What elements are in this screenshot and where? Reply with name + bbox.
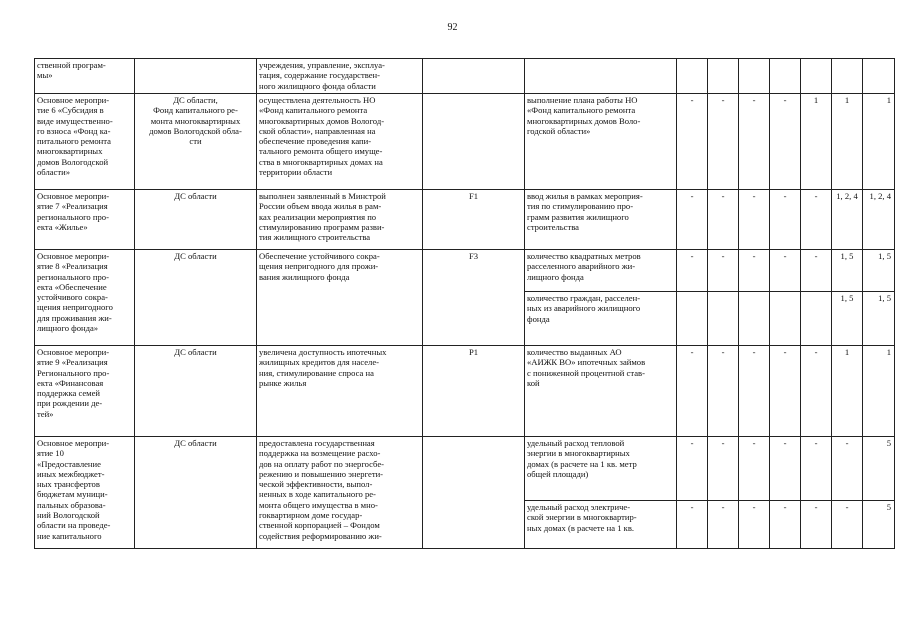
year-value-cell: 1, 5 xyxy=(863,292,895,346)
year-value-cell xyxy=(863,59,895,94)
year-value-cell: - xyxy=(770,437,801,501)
event-cell: Основное меропри- ятие 9 «Реализация Регионального про- екта «Финансовая поддержка семей при рождении де- тей» xyxy=(35,346,135,437)
table-row xyxy=(35,59,895,94)
year-value-cell: 1 xyxy=(832,346,863,437)
year-value-cell: - xyxy=(677,501,708,549)
year-value-cell: - xyxy=(739,190,770,250)
year-value-cell: - xyxy=(677,250,708,292)
result-cell: Обеспечение устойчивого сокра- щения непригодного для прожи- вания жилищного фонда xyxy=(257,250,423,346)
year-value-cell xyxy=(677,292,708,346)
year-value-cell: 1, 2, 4 xyxy=(863,190,895,250)
table-row xyxy=(35,190,895,250)
year-value-cell: 1, 5 xyxy=(863,250,895,292)
year-value-cell: - xyxy=(677,190,708,250)
executor-cell: ДС области xyxy=(135,346,257,437)
year-value-cell xyxy=(708,59,739,94)
event-cell: Основное меропри- ятие 10 «Предоставление иных межбюджет- ных трансфертов бюджетам муници- пальных образова- ний Вологодской области на проведе- ние капитального xyxy=(35,437,135,549)
year-value-cell: - xyxy=(739,346,770,437)
executor-cell: ДС области, Фонд капитального ре- монта многоквартирных домов Вологодской обла- сти xyxy=(135,94,257,190)
year-value-cell xyxy=(770,292,801,346)
year-value-cell xyxy=(739,59,770,94)
year-value-cell: - xyxy=(739,501,770,549)
year-value-cell: 1 xyxy=(832,94,863,190)
year-value-cell: - xyxy=(770,346,801,437)
result-cell: увеличена доступность ипотечных жилищных кредитов для населе- ния, стимулирование спроса на рынке жилья xyxy=(257,346,423,437)
year-value-cell: - xyxy=(832,501,863,549)
executor-cell xyxy=(135,59,257,94)
year-value-cell: 1, 5 xyxy=(832,250,863,292)
year-value-cell: - xyxy=(708,501,739,549)
table-body xyxy=(35,59,895,549)
year-value-cell xyxy=(801,59,832,94)
event-cell: Основное меропри- ятие 7 «Реализация регионального про- екта «Жилье» xyxy=(35,190,135,250)
year-value-cell: - xyxy=(708,437,739,501)
year-value-cell: - xyxy=(801,346,832,437)
year-value-cell xyxy=(801,292,832,346)
year-value-cell: - xyxy=(677,94,708,190)
project-cell xyxy=(423,94,525,190)
project-cell xyxy=(423,59,525,94)
executor-cell: ДС области xyxy=(135,190,257,250)
year-value-cell: 5 xyxy=(863,437,895,501)
indicator-cell: выполнение плана работы НО «Фонд капитального ремонта многоквартирных домов Воло- годской области» xyxy=(525,94,677,190)
year-value-cell xyxy=(677,59,708,94)
year-value-cell: 1, 5 xyxy=(832,292,863,346)
project-cell: P1 xyxy=(423,346,525,437)
year-value-cell: - xyxy=(801,250,832,292)
year-value-cell: - xyxy=(708,250,739,292)
event-cell: ственной програм- мы» xyxy=(35,59,135,94)
year-value-cell: - xyxy=(770,501,801,549)
year-value-cell: - xyxy=(801,501,832,549)
result-cell: осуществлена деятельность НО «Фонд капитального ремонта многоквартирных домов Вологод- ской области», направленная на обеспечение проведения капи- тального ремонта общего имуще- ства в многоквартирных домах на территории области xyxy=(257,94,423,190)
result-cell: учреждения, управление, эксплуа- тация, содержание государствен- ного жилищного фонда области xyxy=(257,59,423,94)
year-value-cell: - xyxy=(801,190,832,250)
year-value-cell: - xyxy=(832,437,863,501)
indicator-cell: количество граждан, расселен- ных из аварийного жилищного фонда xyxy=(525,292,677,346)
year-value-cell: - xyxy=(708,190,739,250)
year-value-cell: - xyxy=(708,94,739,190)
page-number: 92 xyxy=(447,22,458,33)
event-cell: Основное меропри- тие 6 «Субсидия в виде имущественно- го взноса «Фонд ка- питального ремонта многоквартирных домов Вологодской области» xyxy=(35,94,135,190)
table-row xyxy=(35,437,895,501)
year-value-cell: - xyxy=(770,190,801,250)
year-value-cell: - xyxy=(739,94,770,190)
year-value-cell: 1 xyxy=(801,94,832,190)
executor-cell: ДС области xyxy=(135,437,257,549)
project-cell xyxy=(423,437,525,549)
result-cell: выполнен заявленный в Минстрой России объем ввода жилья в рам- ках реализации мероприятия по стимулированию программ разви- тия жилищного строительства xyxy=(257,190,423,250)
indicator-cell: удельный расход электриче- ской энергии в многоквартир- ных домах (в расчете на 1 кв. xyxy=(525,501,677,549)
project-cell: F1 xyxy=(423,190,525,250)
indicator-cell: количество квадратных метров расселенного аварийного жи- лищного фонда xyxy=(525,250,677,292)
year-value-cell: 1 xyxy=(863,346,895,437)
program-events-table xyxy=(34,58,895,549)
table-row xyxy=(35,250,895,292)
year-value-cell: - xyxy=(708,346,739,437)
year-value-cell xyxy=(832,59,863,94)
table-row xyxy=(35,94,895,190)
year-value-cell xyxy=(708,292,739,346)
year-value-cell: - xyxy=(677,437,708,501)
year-value-cell: - xyxy=(770,94,801,190)
year-value-cell xyxy=(739,292,770,346)
year-value-cell: 1, 2, 4 xyxy=(832,190,863,250)
year-value-cell: - xyxy=(770,250,801,292)
indicator-cell: ввод жилья в рамках мероприя- тия по стимулированию про- грамм развития жилищного строительства xyxy=(525,190,677,250)
year-value-cell: - xyxy=(739,250,770,292)
year-value-cell: 1 xyxy=(863,94,895,190)
indicator-cell: количество выданных АО «АИЖК ВО» ипотечных займов с пониженной процентной став- кой xyxy=(525,346,677,437)
year-value-cell: - xyxy=(801,437,832,501)
project-cell: F3 xyxy=(423,250,525,346)
indicator-cell xyxy=(525,59,677,94)
table-row xyxy=(35,346,895,437)
year-value-cell: - xyxy=(739,437,770,501)
year-value-cell xyxy=(770,59,801,94)
year-value-cell: 5 xyxy=(863,501,895,549)
result-cell: предоставлена государственная поддержка на возмещение расхо- дов на оплату работ по энергосбе- режению и повышению энергети- ческой эффективности, выпол- ненных в ходе капитального ре- монта общего имущества в мно- гоквартирном доме государ- ственной корпорацией – Фондом содействия реформированию жи- xyxy=(257,437,423,549)
indicator-cell: удельный расход тепловой энергии в многоквартирных домах (в расчете на 1 кв. метр общей площади) xyxy=(525,437,677,501)
event-cell: Основное меропри- ятие 8 «Реализация регионального про- екта «Обеспечение устойчивого сокра- щения непригодного для проживания жи- лищного фонда» xyxy=(35,250,135,346)
year-value-cell: - xyxy=(677,346,708,437)
executor-cell: ДС области xyxy=(135,250,257,346)
